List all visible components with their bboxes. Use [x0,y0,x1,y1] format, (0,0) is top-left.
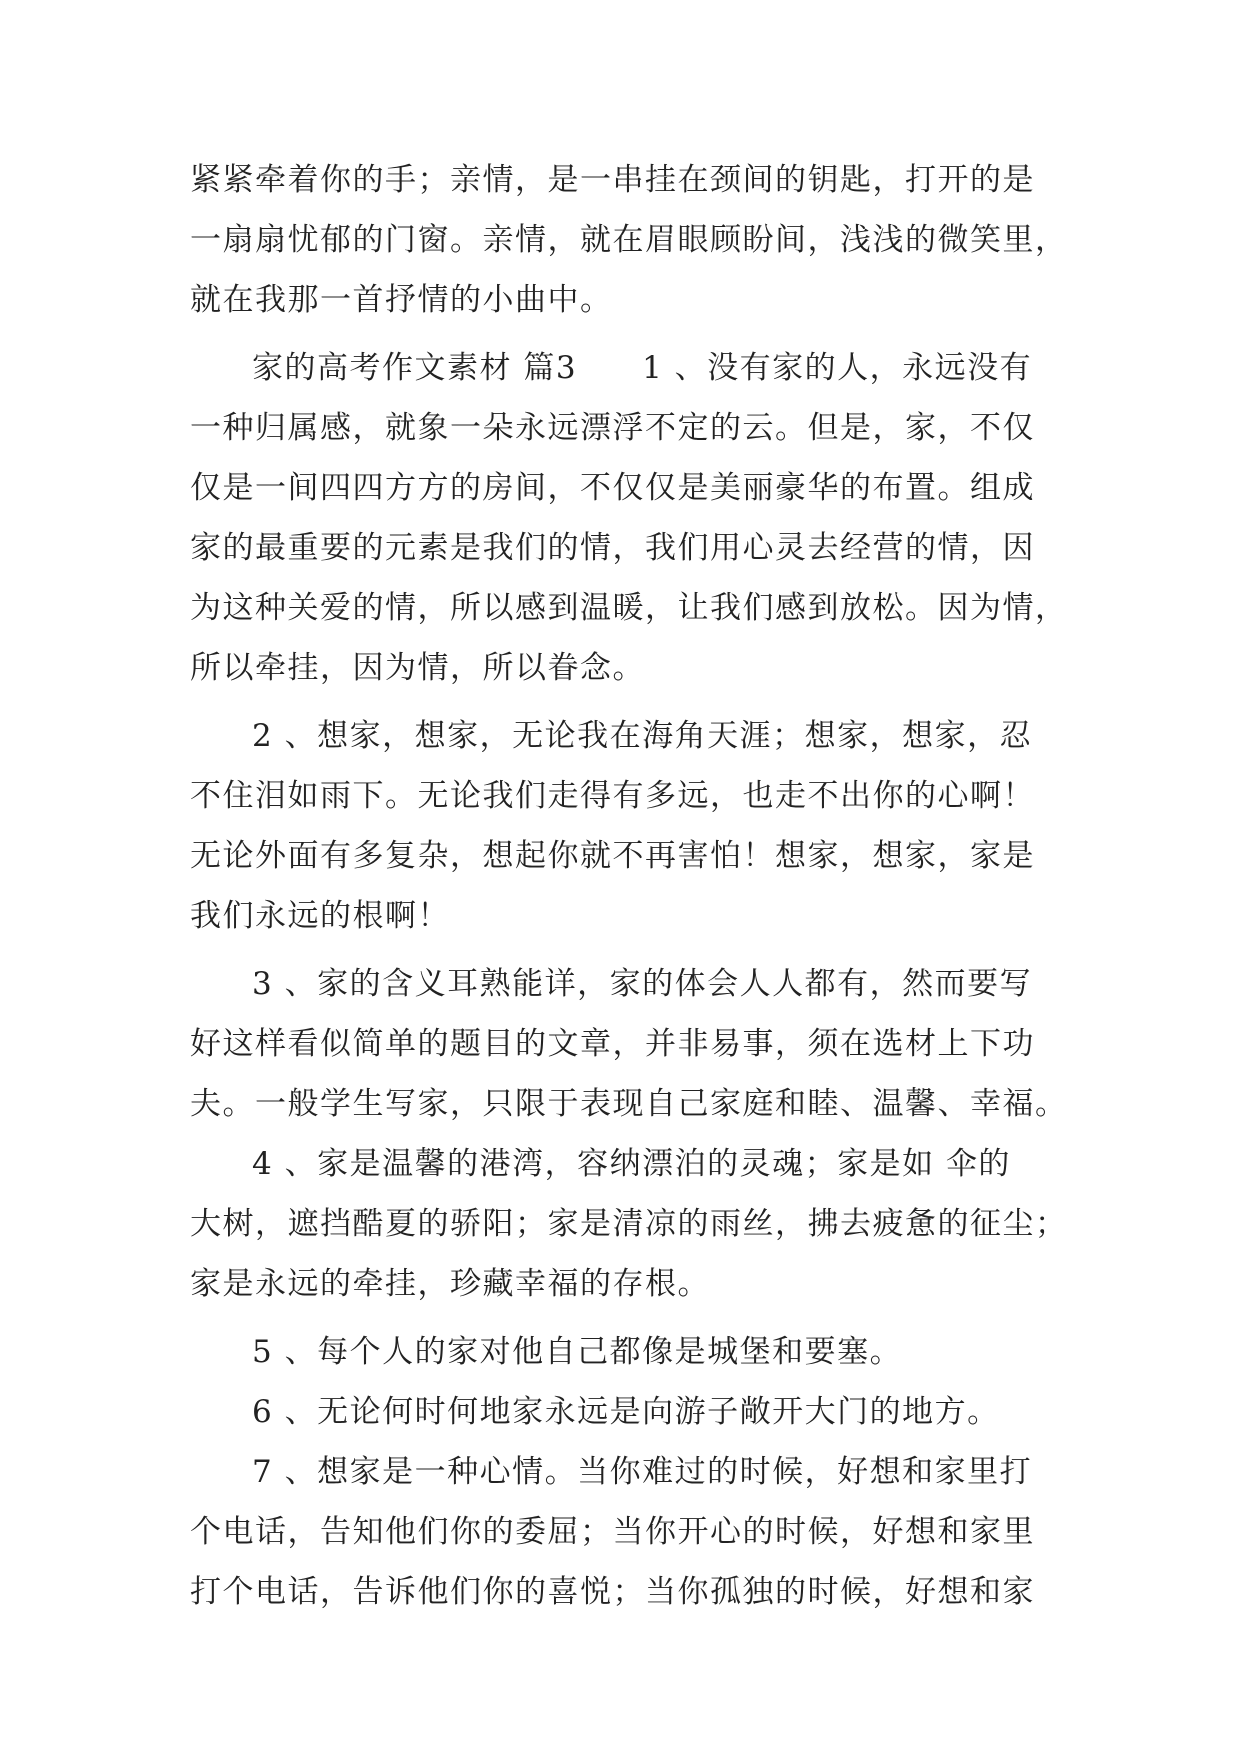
text-line: 不住泪如雨下。无论我们走得有多远，也走不出你的心啊！ [190,778,1035,814]
text-line: 个电话，告知他们你的委屈；当你开心的时候，好想和家里 [190,1514,1035,1550]
paragraph-start-line: 7 、想家是一种心情。当你难过的时候，好想和家里打 [252,1454,1033,1490]
text-line: 紧紧牵着你的手；亲情，是一串挂在颈间的钥匙，打开的是 [190,162,1035,198]
text-line: 好这样看似简单的题目的文章，并非易事，须在选材上下功 [190,1026,1035,1062]
text-line: 无论外面有多复杂，想起你就不再害怕！想家，想家，家是 [190,838,1035,874]
paragraph-start-line: 2 、想家，想家，无论我在海角天涯；想家，想家，忍 [252,718,1033,754]
text-line: 家是永远的牵挂，珍藏幸福的存根。 [190,1266,710,1302]
text-line: 家的最重要的元素是我们的情，我们用心灵去经营的情，因 [190,530,1035,566]
paragraph-start-line: 5 、每个人的家对他自己都像是城堡和要塞。 [252,1334,903,1370]
text-line: 就在我那一首抒情的小曲中。 [190,282,613,318]
text-line: 所以牵挂，因为情，所以眷念。 [190,650,645,686]
body-text [190,150,1070,1622]
text-line: 一扇扇忧郁的门窗。亲情，就在眉眼顾盼间，浅浅的微笑里， [190,222,1068,258]
text-line: 仅是一间四四方方的房间，不仅仅是美丽豪华的布置。组成 [190,470,1035,506]
text-line: 我们永远的根啊！ [190,898,450,934]
text-line: 打个电话，告诉他们你的喜悦；当你孤独的时候，好想和家 [190,1574,1035,1610]
paragraph-start-line: 3 、家的含义耳熟能详，家的体会人人都有，然而要写 [252,966,1033,1002]
text-line: 夫。一般学生写家，只限于表现自己家庭和睦、温馨、幸福。 [190,1086,1068,1122]
text-line: 一种归属感，就象一朵永远漂浮不定的云。但是，家，不仅 [190,410,1035,446]
text-line: 为这种关爱的情，所以感到温暖，让我们感到放松。因为情， [190,590,1068,626]
paragraph-start-line: 4 、家是温馨的港湾，容纳漂泊的灵魂；家是如 伞的 [252,1146,1011,1182]
section-heading-line: 家的高考作文素材 篇3 1 、没有家的人，永远没有 [252,350,1033,386]
paragraph-start-line: 6 、无论何时何地家永远是向游子敞开大门的地方。 [252,1394,1000,1430]
text-line: 大树，遮挡酷夏的骄阳；家是清凉的雨丝，拂去疲惫的征尘； [190,1206,1068,1242]
